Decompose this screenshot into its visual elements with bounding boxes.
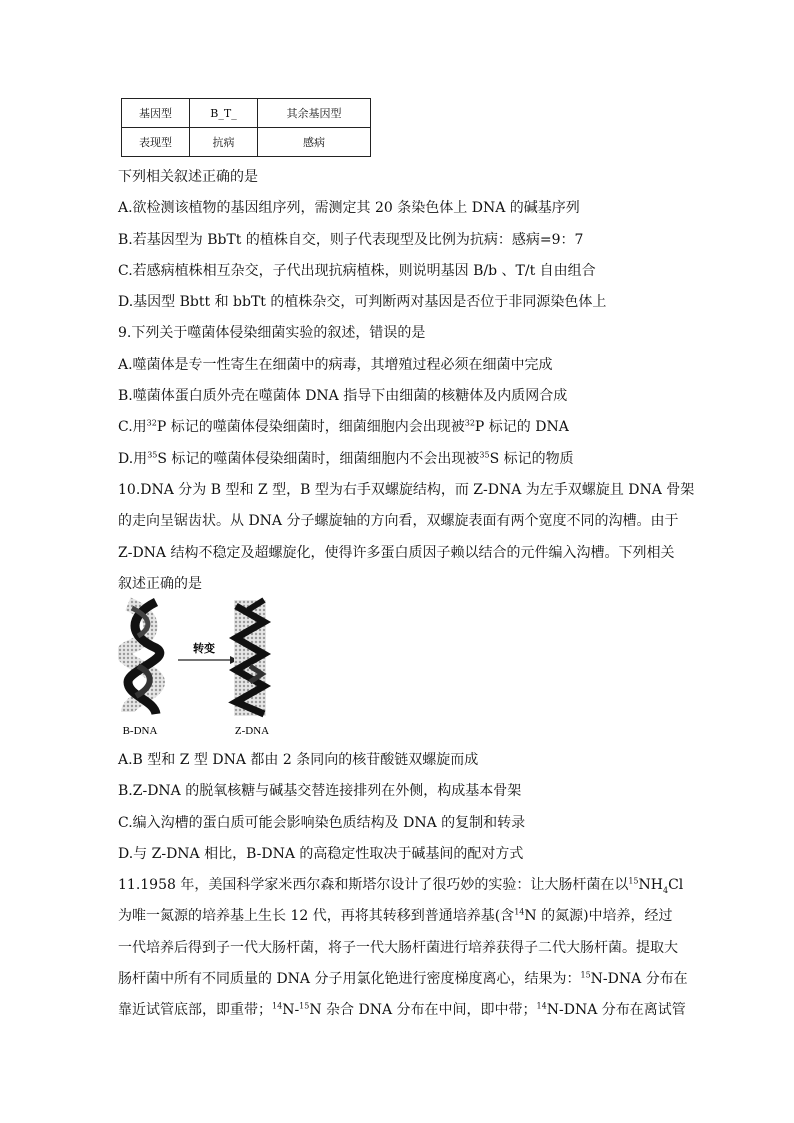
dna-helix-illustration bbox=[118, 596, 288, 742]
q9-option-d: D.用$^{35}$S 标记的噬菌体侵染细菌时，细菌细胞内不会出现被$^{35}$S 标记的物质 bbox=[118, 450, 574, 467]
table-cell: B_T_ bbox=[190, 99, 258, 128]
table-cell: 感病 bbox=[258, 128, 371, 157]
q9-option-a: A.噬菌体是专一性寄生在细菌中的病毒，其增殖过程必须在细菌中完成 bbox=[118, 356, 553, 373]
question-block-8-10 bbox=[118, 162, 695, 600]
z-dna-label: Z-DNA bbox=[234, 725, 270, 737]
table-cell: 基因型 bbox=[122, 99, 190, 128]
b-dna-helix-icon bbox=[123, 602, 160, 714]
q11-line-5: 靠近试管底部，即重带；$^{14}$N-$^{15}$N 杂合 DNA 分布在中间，即中带；$^{14}$N-DNA 分布在离试管 bbox=[118, 1001, 686, 1019]
q10-stem-line-1: 10.DNA 分为 B 型和 Z 型，B 型为右手双螺旋结构，而 Z-DNA 为左手双螺旋且 DNA 骨架 bbox=[118, 481, 695, 498]
q11-line-3: 一代培养后得到子一代大肠杆菌，将子一代大肠杆菌进行培养获得子二代大肠杆菌。提取大 bbox=[118, 939, 678, 956]
q9-option-b: B.噬菌体蛋白质外壳在噬菌体 DNA 指导下由细菌的核糖体及内质网合成 bbox=[118, 388, 568, 405]
q9-option-c: C.用$^{32}$P 标记的噬菌体侵染细菌时，细菌细胞内会出现被$^{32}$P 标记的 DNA bbox=[118, 418, 569, 436]
table-row bbox=[122, 128, 371, 157]
q10-stem-line-3: Z-DNA 结构不稳定及超螺旋化，使得许多蛋白质因子赖以结合的元件编入沟槽。下列相关 bbox=[118, 544, 675, 561]
table-cell: 抗病 bbox=[190, 128, 258, 157]
question-block-10-11 bbox=[118, 745, 688, 1027]
q8-option-a: A.欲检测该植物的基因组序列，需测定其 20 条染色体上 DNA 的碱基序列 bbox=[118, 200, 580, 217]
q8-option-d: D.基因型 Bbtt 和 bbTt 的植株杂交，可判断两对基因是否位于非同源染色体上 bbox=[118, 294, 607, 311]
arrow-label: 转变 bbox=[193, 643, 215, 655]
q10-option-c: C.编入沟槽的蛋白质可能会影响染色质结构及 DNA 的复制和转录 bbox=[118, 814, 526, 831]
q10-stem-line-2: 的走向呈锯齿状。从 DNA 分子螺旋轴的方向看，双螺旋表面有两个宽度不同的沟槽。由于 bbox=[118, 513, 679, 530]
q8-option-b: B.若基因型为 BbTt 的植株自交，则子代表现型及比例为抗病：感病=9：7 bbox=[118, 231, 584, 248]
q8-stem: 下列相关叙述正确的是 bbox=[118, 169, 258, 185]
q10-option-a: A.B 型和 Z 型 DNA 都由 2 条同向的核苷酸链双螺旋而成 bbox=[118, 752, 479, 768]
b-dna-label: B-DNA bbox=[122, 725, 158, 737]
q11-line-4: 肠杆菌中所有不同质量的 DNA 分子用氯化铯进行密度梯度离心，结果为：$^{15}$N-DNA 分布在 bbox=[118, 970, 688, 988]
q10-stem-line-4: 叙述正确的是 bbox=[118, 575, 202, 592]
q8-option-c: C.若感病植株相互杂交，子代出现抗病植株，则说明基因 B/b 、T/t 自由组合 bbox=[118, 262, 596, 279]
table-cell: 其余基因型 bbox=[258, 99, 371, 128]
q10-option-b: B.Z-DNA 的脱氧核糖与碱基交替连接排列在外侧，构成基本骨架 bbox=[118, 783, 522, 800]
q11-line-2: 为唯一氮源的培养基上生长 12 代，再将其转移到普通培养基(含$^{14}$N 的氮源)中培养，经过 bbox=[118, 907, 673, 925]
table-row bbox=[122, 99, 371, 128]
q10-option-d: D.与 Z-DNA 相比，B-DNA 的高稳定性取决于碱基间的配对方式 bbox=[118, 845, 524, 862]
q11-line-1: 11.1958 年，美国科学家米西尔森和斯塔尔设计了很巧妙的实验：让大肠杆菌在以$^{15}NH_4Cl$ bbox=[118, 876, 684, 895]
z-dna-helix-icon bbox=[234, 600, 266, 716]
dna-conversion-figure bbox=[118, 596, 288, 742]
q9-stem: 9.下列关于噬菌体侵染细菌实验的叙述，错误的是 bbox=[118, 325, 426, 342]
table-cell: 表现型 bbox=[122, 128, 190, 157]
genotype-table bbox=[121, 98, 371, 157]
